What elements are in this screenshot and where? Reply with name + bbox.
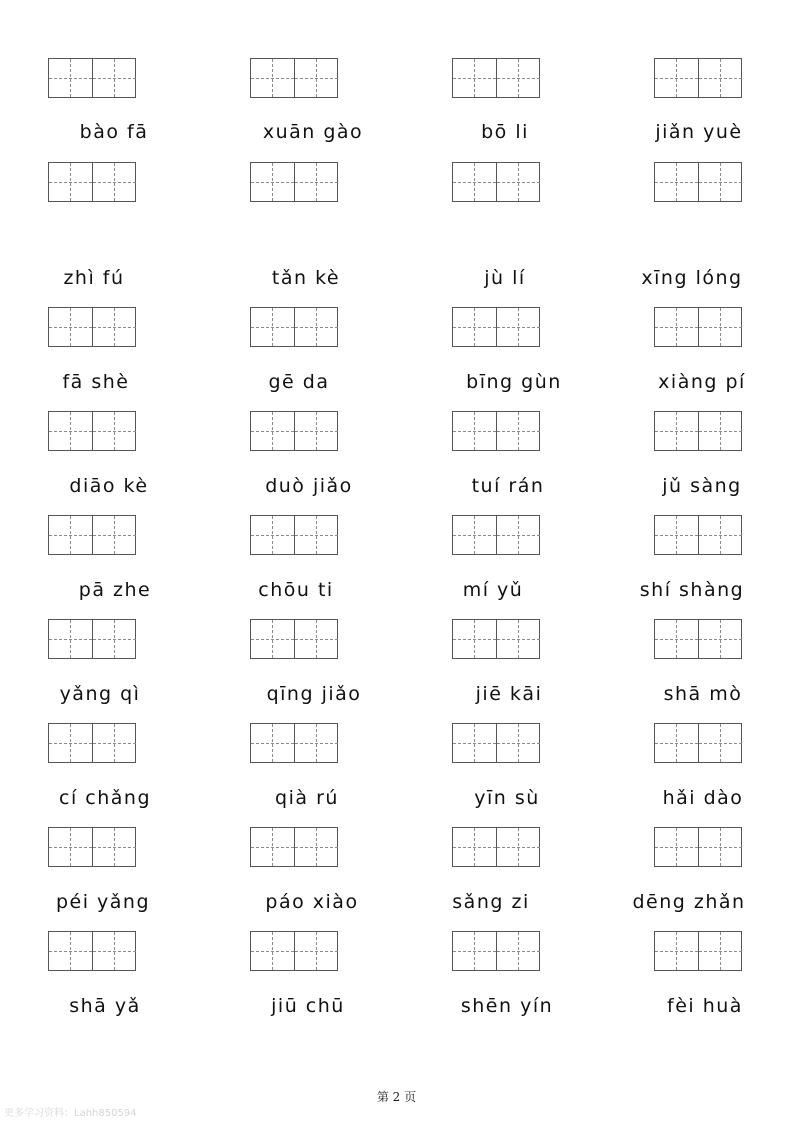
guide-line-vertical xyxy=(272,308,273,346)
writing-box-7-2 xyxy=(250,723,338,763)
writing-box-9-4 xyxy=(654,931,742,971)
guide-line-vertical xyxy=(474,932,475,970)
tianzige-cell xyxy=(496,724,540,762)
writing-box-3-1 xyxy=(48,307,136,347)
writing-box-8-3 xyxy=(452,827,540,867)
pinyin-word: diāo kè xyxy=(69,475,149,497)
tianzige-cell xyxy=(453,828,496,866)
guide-line-vertical xyxy=(720,308,721,346)
tianzige-cell xyxy=(698,932,742,970)
guide-line-vertical xyxy=(272,828,273,866)
guide-line-vertical xyxy=(720,412,721,450)
guide-line-vertical xyxy=(720,620,721,658)
guide-line-vertical xyxy=(720,828,721,866)
guide-line-vertical xyxy=(114,412,115,450)
tianzige-cell xyxy=(453,59,496,97)
tianzige-cell xyxy=(49,163,92,201)
guide-line-vertical xyxy=(518,620,519,658)
guide-line-vertical xyxy=(70,59,71,97)
tianzige-cell xyxy=(698,163,742,201)
guide-line-vertical xyxy=(272,516,273,554)
tianzige-cell xyxy=(92,59,136,97)
tianzige-cell xyxy=(698,828,742,866)
guide-line-vertical xyxy=(474,412,475,450)
tianzige-cell xyxy=(655,724,698,762)
pinyin-word: yǎng qì xyxy=(59,683,141,705)
tianzige-cell xyxy=(49,308,92,346)
guide-line-vertical xyxy=(70,516,71,554)
guide-line-vertical xyxy=(720,932,721,970)
writing-box-6-3 xyxy=(452,619,540,659)
guide-line-vertical xyxy=(316,412,317,450)
tianzige-cell xyxy=(294,59,338,97)
guide-line-vertical xyxy=(518,516,519,554)
tianzige-cell xyxy=(698,620,742,658)
writing-box-8-2 xyxy=(250,827,338,867)
guide-line-vertical xyxy=(70,828,71,866)
guide-line-vertical xyxy=(114,516,115,554)
tianzige-cell xyxy=(251,724,294,762)
writing-box-6-4 xyxy=(654,619,742,659)
guide-line-vertical xyxy=(272,620,273,658)
tianzige-cell xyxy=(49,620,92,658)
guide-line-vertical xyxy=(70,724,71,762)
writing-box-1-1 xyxy=(48,58,136,98)
tianzige-cell xyxy=(496,163,540,201)
writing-box-9-3 xyxy=(452,931,540,971)
guide-line-vertical xyxy=(518,308,519,346)
tianzige-cell xyxy=(453,932,496,970)
guide-line-vertical xyxy=(316,828,317,866)
writing-box-5-2 xyxy=(250,515,338,555)
guide-line-vertical xyxy=(676,412,677,450)
watermark: 更多学习资料：Lahh850594 xyxy=(4,1108,137,1119)
tianzige-cell xyxy=(49,59,92,97)
guide-line-vertical xyxy=(316,516,317,554)
tianzige-cell xyxy=(453,724,496,762)
guide-line-vertical xyxy=(114,932,115,970)
pinyin-word: shēn yín xyxy=(460,995,554,1017)
pinyin-word: sǎng zi xyxy=(452,891,530,913)
writing-box-2-1 xyxy=(48,162,136,202)
pinyin-word: jiē kāi xyxy=(475,683,543,705)
writing-box-1-3 xyxy=(452,58,540,98)
guide-line-vertical xyxy=(114,620,115,658)
writing-box-7-3 xyxy=(452,723,540,763)
pinyin-word: jù lí xyxy=(484,267,526,289)
tianzige-cell xyxy=(655,516,698,554)
tianzige-cell xyxy=(698,516,742,554)
writing-box-6-2 xyxy=(250,619,338,659)
guide-line-vertical xyxy=(720,516,721,554)
tianzige-cell xyxy=(92,412,136,450)
guide-line-vertical xyxy=(676,828,677,866)
tianzige-cell xyxy=(294,516,338,554)
writing-box-7-1 xyxy=(48,723,136,763)
tianzige-cell xyxy=(453,163,496,201)
writing-box-2-3 xyxy=(452,162,540,202)
tianzige-cell xyxy=(294,828,338,866)
guide-line-vertical xyxy=(518,932,519,970)
writing-box-9-2 xyxy=(250,931,338,971)
writing-box-4-1 xyxy=(48,411,136,451)
writing-box-4-4 xyxy=(654,411,742,451)
writing-box-1-4 xyxy=(654,58,742,98)
tianzige-cell xyxy=(251,308,294,346)
tianzige-cell xyxy=(49,724,92,762)
tianzige-cell xyxy=(655,620,698,658)
guide-line-vertical xyxy=(114,724,115,762)
writing-box-2-2 xyxy=(250,162,338,202)
writing-box-7-4 xyxy=(654,723,742,763)
pinyin-word: tǎn kè xyxy=(271,267,341,289)
guide-line-vertical xyxy=(518,163,519,201)
pinyin-word: fā shè xyxy=(62,371,130,393)
pinyin-word: chōu ti xyxy=(258,579,334,601)
tianzige-cell xyxy=(496,59,540,97)
guide-line-vertical xyxy=(474,59,475,97)
tianzige-cell xyxy=(251,59,294,97)
guide-line-vertical xyxy=(676,724,677,762)
guide-line-vertical xyxy=(676,308,677,346)
writing-box-5-3 xyxy=(452,515,540,555)
guide-line-vertical xyxy=(70,308,71,346)
pinyin-word: shā mò xyxy=(663,683,743,705)
pinyin-word: duò jiǎo xyxy=(265,475,353,497)
tianzige-cell xyxy=(655,163,698,201)
guide-line-vertical xyxy=(114,163,115,201)
tianzige-cell xyxy=(698,59,742,97)
writing-box-4-3 xyxy=(452,411,540,451)
writing-box-8-4 xyxy=(654,827,742,867)
pinyin-word: yīn sù xyxy=(474,787,540,809)
tianzige-cell xyxy=(453,412,496,450)
guide-line-vertical xyxy=(114,828,115,866)
guide-line-vertical xyxy=(474,163,475,201)
writing-box-3-2 xyxy=(250,307,338,347)
writing-box-5-4 xyxy=(654,515,742,555)
writing-box-1-2 xyxy=(250,58,338,98)
pinyin-word: fèi huà xyxy=(667,995,743,1017)
page-number: 第 2 页 xyxy=(376,1090,417,1104)
guide-line-vertical xyxy=(720,59,721,97)
guide-line-vertical xyxy=(316,724,317,762)
pinyin-word: páo xiào xyxy=(265,891,359,913)
tianzige-cell xyxy=(49,412,92,450)
guide-line-vertical xyxy=(70,932,71,970)
pinyin-word: jiǎn yuè xyxy=(655,121,743,143)
guide-line-vertical xyxy=(474,516,475,554)
tianzige-cell xyxy=(251,412,294,450)
guide-line-vertical xyxy=(518,59,519,97)
tianzige-cell xyxy=(294,932,338,970)
tianzige-cell xyxy=(655,308,698,346)
writing-box-4-2 xyxy=(250,411,338,451)
guide-line-vertical xyxy=(474,308,475,346)
guide-line-vertical xyxy=(518,724,519,762)
tianzige-cell xyxy=(453,516,496,554)
pinyin-word: cí chǎng xyxy=(59,787,151,809)
guide-line-vertical xyxy=(272,724,273,762)
pinyin-word: xuān gào xyxy=(262,121,364,143)
tianzige-cell xyxy=(496,308,540,346)
pinyin-word: xiàng pí xyxy=(658,371,746,393)
pinyin-word: hǎi dào xyxy=(662,787,744,809)
guide-line-vertical xyxy=(676,516,677,554)
guide-line-vertical xyxy=(316,163,317,201)
pinyin-word: xīng lóng xyxy=(641,267,743,289)
guide-line-vertical xyxy=(474,724,475,762)
tianzige-cell xyxy=(655,932,698,970)
guide-line-vertical xyxy=(272,163,273,201)
guide-line-vertical xyxy=(676,620,677,658)
pinyin-word: tuí rán xyxy=(471,475,545,497)
pinyin-word: gē da xyxy=(268,371,330,393)
tianzige-cell xyxy=(294,163,338,201)
tianzige-cell xyxy=(294,724,338,762)
pinyin-word: jǔ sàng xyxy=(662,475,742,497)
guide-line-vertical xyxy=(70,163,71,201)
guide-line-vertical xyxy=(720,724,721,762)
guide-line-vertical xyxy=(676,59,677,97)
pinyin-word: pā zhe xyxy=(78,579,152,601)
tianzige-cell xyxy=(496,516,540,554)
tianzige-cell xyxy=(92,308,136,346)
guide-line-vertical xyxy=(316,59,317,97)
pinyin-word: bō li xyxy=(481,121,529,143)
guide-line-vertical xyxy=(70,412,71,450)
tianzige-cell xyxy=(496,620,540,658)
tianzige-cell xyxy=(92,932,136,970)
tianzige-cell xyxy=(251,932,294,970)
tianzige-cell xyxy=(453,620,496,658)
tianzige-cell xyxy=(251,620,294,658)
guide-line-vertical xyxy=(316,620,317,658)
tianzige-cell xyxy=(49,828,92,866)
tianzige-cell xyxy=(496,412,540,450)
writing-box-3-4 xyxy=(654,307,742,347)
guide-line-vertical xyxy=(518,412,519,450)
tianzige-cell xyxy=(92,828,136,866)
writing-box-5-1 xyxy=(48,515,136,555)
guide-line-vertical xyxy=(272,59,273,97)
pinyin-word: bào fā xyxy=(79,121,149,143)
tianzige-cell xyxy=(698,724,742,762)
guide-line-vertical xyxy=(676,163,677,201)
tianzige-cell xyxy=(698,412,742,450)
tianzige-cell xyxy=(92,620,136,658)
tianzige-cell xyxy=(294,620,338,658)
guide-line-vertical xyxy=(474,620,475,658)
pinyin-word: dēng zhǎn xyxy=(632,891,746,913)
pinyin-word: péi yǎng xyxy=(55,891,151,913)
pinyin-word: jiū chū xyxy=(271,995,345,1017)
guide-line-vertical xyxy=(272,932,273,970)
tianzige-cell xyxy=(496,828,540,866)
tianzige-cell xyxy=(49,932,92,970)
pinyin-word: bīng gùn xyxy=(466,371,562,393)
tianzige-cell xyxy=(251,516,294,554)
tianzige-cell xyxy=(655,412,698,450)
tianzige-cell xyxy=(92,724,136,762)
guide-line-vertical xyxy=(272,412,273,450)
pinyin-word: mí yǔ xyxy=(462,579,524,601)
guide-line-vertical xyxy=(316,308,317,346)
writing-box-9-1 xyxy=(48,931,136,971)
pinyin-word: qià rú xyxy=(275,787,339,809)
tianzige-cell xyxy=(698,308,742,346)
tianzige-cell xyxy=(655,828,698,866)
guide-line-vertical xyxy=(474,828,475,866)
pinyin-word: shí shàng xyxy=(639,579,745,601)
tianzige-cell xyxy=(251,828,294,866)
tianzige-cell xyxy=(92,516,136,554)
writing-box-8-1 xyxy=(48,827,136,867)
writing-box-2-4 xyxy=(654,162,742,202)
pinyin-word: zhì fú xyxy=(63,267,125,289)
tianzige-cell xyxy=(294,308,338,346)
guide-line-vertical xyxy=(720,163,721,201)
tianzige-cell xyxy=(92,163,136,201)
tianzige-cell xyxy=(496,932,540,970)
guide-line-vertical xyxy=(518,828,519,866)
guide-line-vertical xyxy=(676,932,677,970)
pinyin-word: shā yǎ xyxy=(69,995,141,1017)
tianzige-cell xyxy=(49,516,92,554)
tianzige-cell xyxy=(294,412,338,450)
writing-box-3-3 xyxy=(452,307,540,347)
guide-line-vertical xyxy=(70,620,71,658)
tianzige-cell xyxy=(453,308,496,346)
pinyin-word: qīng jiǎo xyxy=(266,683,362,705)
guide-line-vertical xyxy=(114,59,115,97)
guide-line-vertical xyxy=(114,308,115,346)
writing-box-6-1 xyxy=(48,619,136,659)
tianzige-cell xyxy=(655,59,698,97)
tianzige-cell xyxy=(251,163,294,201)
guide-line-vertical xyxy=(316,932,317,970)
